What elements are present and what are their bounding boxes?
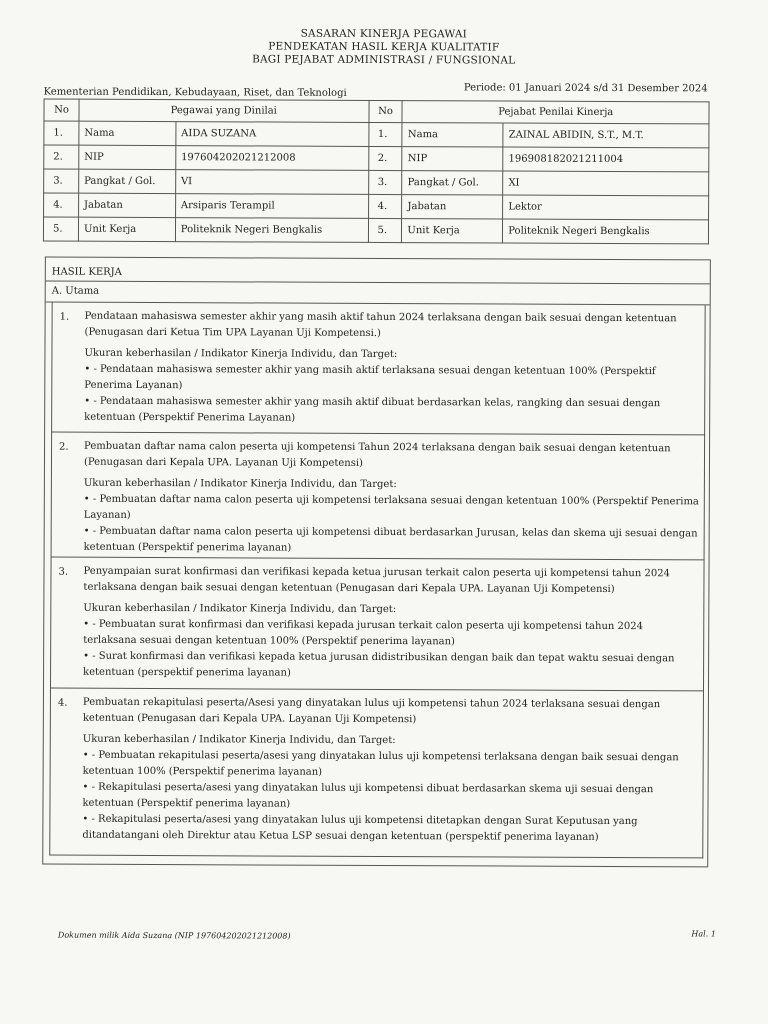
identitas-row xyxy=(44,193,709,220)
indikator-label: Ukuran keberhasilan / Indikator Kinerja Individu, dan Target: xyxy=(82,733,396,747)
identitas-row xyxy=(44,169,709,196)
identitas-cell-label2: Nama xyxy=(402,123,503,147)
indikator-block xyxy=(82,732,698,847)
indikator-item: • - Pembuatan rekapitulasi peserta/asesi yang dinyatakan lulus uji kompetensi terlaksana dengan baik sesuai dengan ketentuan 100% (Perspektif penerima layanan) xyxy=(82,749,679,778)
hasil-kerja-item xyxy=(49,689,704,859)
hasil-kerja-item xyxy=(50,558,705,692)
document-title xyxy=(0,26,768,68)
meta-row xyxy=(43,81,708,99)
indikator-item: • - Pendataan mahasiswa semester akhir yang masih aktif terlaksana sesuai dengan ketentuan 100% (Perspektif Penerima Layanan) xyxy=(84,363,656,392)
instansi: Kementerian Pendidikan, Kebudayaan, Riset, dan Teknologi xyxy=(43,86,347,99)
item-number: 1. xyxy=(59,311,70,323)
col-no: No xyxy=(44,99,79,121)
hasil-kerja-section xyxy=(42,257,711,868)
identitas-header-row xyxy=(44,99,709,124)
identitas-cell-pegawai: Politeknik Negeri Bengkalis xyxy=(175,218,368,243)
identitas-cell-penilai: ZAINAL ABIDIN, S.T., M.T. xyxy=(503,123,709,148)
indikator-block xyxy=(84,346,700,429)
identitas-cell-pegawai: AIDA SUZANA xyxy=(176,122,369,147)
identitas-cell-penilai: 196908182021211004 xyxy=(503,147,709,172)
section-utama: A. Utama xyxy=(46,282,710,306)
identitas-cell-pegawai: 197604202021212008 xyxy=(176,146,369,171)
col-penilai: Pejabat Penilai Kinerja xyxy=(402,101,709,124)
periode: Periode: 01 Januari 2024 s/d 31 Desember 2024 xyxy=(463,82,708,95)
identitas-cell-no2: 4. xyxy=(368,194,402,218)
item-number: 2. xyxy=(59,441,69,453)
col-pegawai: Pegawai yang Dinilai xyxy=(79,99,369,122)
indikator-label: Ukuran keberhasilan / Indikator Kinerja Individu, dan Target: xyxy=(83,477,397,491)
item-text: Pembuatan daftar nama calon peserta uji kompetensi Tahun 2024 terlaksana dengan baik sesuai dengan ketentuan (Penugasan dari Kepala UPA. Layanan Uji Kompetensi) xyxy=(83,440,671,469)
indikator-label: Ukuran keberhasilan / Indikator Kinerja Individu, dan Target: xyxy=(84,347,398,361)
indikator-item: • - Surat konfirmasi dan verifikasi kepada ketua jurusan didistribusikan dengan baik dan tepat waktu sesuai dengan ketentuan (perspektif penerima layanan) xyxy=(83,650,675,679)
item-number: 3. xyxy=(58,566,69,578)
indikator-block xyxy=(83,601,699,684)
title-line-3: BAGI PEJABAT ADMINISTRASI / FUNGSIONAL xyxy=(252,53,516,67)
title-line-2: PENDEKATAN HASIL KERJA KUALITATIF xyxy=(268,40,500,54)
identitas-cell-label2: NIP xyxy=(402,147,503,171)
identitas-cell-penilai: Politeknik Negeri Bengkalis xyxy=(503,219,709,244)
col-no-2: No xyxy=(368,100,402,122)
identitas-cell-label: NIP xyxy=(79,145,176,169)
indikator-block xyxy=(84,476,700,559)
identitas-cell-no2: 1. xyxy=(368,122,402,146)
indikator-item: • - Rekapitulasi peserta/asesi yang dinyatakan lulus uji kompetensi dibuat berdasarkan skema uji sesuai dengan ketentuan (Perspektif penerima layanan) xyxy=(82,781,654,810)
identitas-cell-no2: 3. xyxy=(368,170,402,194)
page-number: Hal. 1 xyxy=(691,929,716,939)
indikator-item: • - Pembuatan daftar nama calon peserta uji kompetensi terlaksana sesuai dengan ketentuan 100% (Perspektif Penerima Layanan) xyxy=(83,493,699,521)
identitas-cell-label: Nama xyxy=(79,121,176,145)
identitas-cell-no: 3. xyxy=(44,169,79,193)
identitas-cell-no: 5. xyxy=(43,217,78,241)
item-text: Pendataan mahasiswa semester akhir yang masih aktif tahun 2024 terlaksana dengan baik sesuai dengan ketentuan (Penugasan dari Ketua Tim UPA Layanan Uji Kompetensi.) xyxy=(84,310,677,339)
identitas-cell-label2: Pangkat / Gol. xyxy=(402,171,503,195)
identitas-cell-penilai: XI xyxy=(503,171,709,196)
identitas-cell-pegawai: VI xyxy=(175,170,368,195)
identitas-cell-no: 2. xyxy=(44,145,79,169)
identitas-row xyxy=(43,217,708,244)
identitas-cell-label: Jabatan xyxy=(79,193,176,217)
title-line-1: SASARAN KINERJA PEGAWAI xyxy=(300,27,468,41)
indikator-item: • - Pembuatan surat konfirmasi dan verifikasi kepada jurusan terkait calon peserta uji kompetensi tahun 2024 terlaksana sesuai dengan ketentuan 100% (Perspektif penerima layanan) xyxy=(83,618,643,648)
identitas-cell-no: 4. xyxy=(44,193,79,217)
identitas-cell-no2: 5. xyxy=(368,218,402,242)
identitas-cell-penilai: Lektor xyxy=(503,195,709,220)
identitas-cell-no: 1. xyxy=(44,121,79,145)
identitas-cell-no2: 2. xyxy=(368,146,402,170)
indikator-item: • - Rekapitulasi peserta/asesi yang dinyatakan lulus uji kompetensi ditetapkan dengan Surat Keputusan yang ditandatangani oleh Direktur atau Ketua LSP sesuai dengan ketentuan (perspektif penerima layanan) xyxy=(82,813,638,843)
indikator-item: • - Pendataan mahasiswa semester akhir yang masih aktif dibuat berdasarkan kelas, rangking dan sesuai dengan ketentuan (Perspektif Penerima Layanan) xyxy=(84,395,661,424)
item-text: Pembuatan rekapitulasi peserta/Asesi yang dinyatakan lulus uji kompetensi tahun 2024 terlaksana sesuai dengan ketentuan (Penugasan dari Kepala UPA. Layanan Uji Kompetensi) xyxy=(82,696,661,725)
identitas-row xyxy=(44,121,709,148)
hasil-kerja-item xyxy=(51,433,706,561)
item-number: 4. xyxy=(57,697,68,709)
identitas-cell-label2: Jabatan xyxy=(402,195,503,219)
identitas-cell-label2: Unit Kerja xyxy=(402,219,503,243)
item-text: Penyampaian surat konfirmasi dan verifikasi kepada ketua jurusan terkait calon peserta uji kompetensi tahun 2024 terlaksana dengan baik sesuai dengan ketentuan (Penugasan dari Kepala UPA. Layanan Uji Kompetensi) xyxy=(83,565,670,595)
indikator-label: Ukuran keberhasilan / Indikator Kinerja Individu, dan Target: xyxy=(83,602,397,616)
identitas-table xyxy=(43,99,710,245)
hasil-kerja-item xyxy=(51,303,706,436)
identitas-cell-pegawai: Arsiparis Terampil xyxy=(175,194,368,219)
hasil-kerja-title: HASIL KERJA xyxy=(46,258,710,285)
identitas-cell-label: Unit Kerja xyxy=(78,217,175,241)
footer-owner: Dokumen milik Aida Suzana (NIP 197604202021212008) xyxy=(57,930,291,941)
identitas-cell-label: Pangkat / Gol. xyxy=(79,169,176,193)
identitas-row xyxy=(44,145,709,172)
indikator-item: • - Pembuatan daftar nama calon peserta uji kompetensi dibuat berdasarkan Jurusan, kelas dan skema uji sesuai dengan ketentuan (Perspektif penerima layanan) xyxy=(83,525,698,554)
